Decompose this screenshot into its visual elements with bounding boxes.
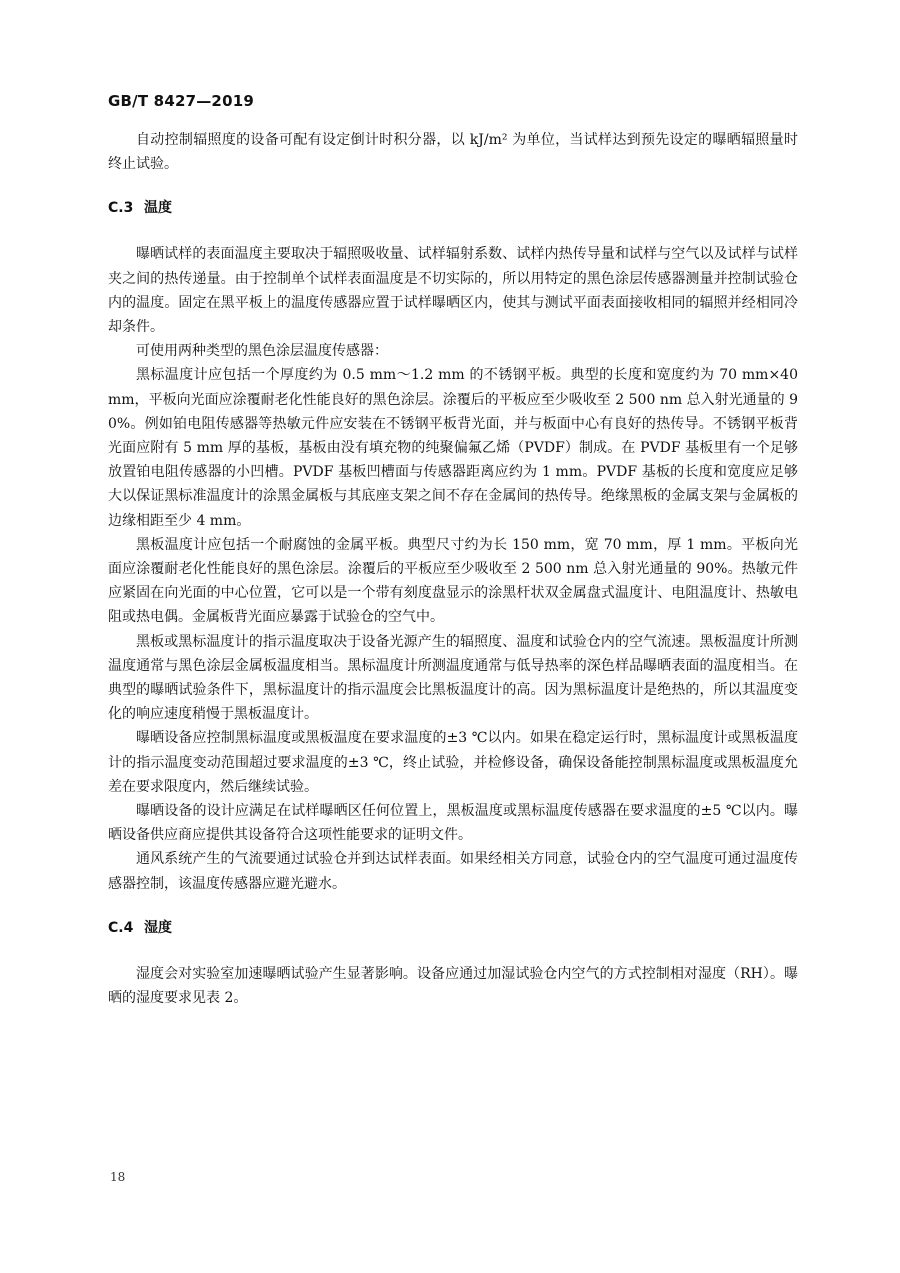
intro-paragraph: 自动控制辐照度的设备可配有设定倒计时积分器，以 kJ/m² 为单位，当试样达到预先设定的曝晒辐照量时终止试验。 — [108, 132, 798, 173]
section-c4-number: C.4 — [108, 919, 134, 936]
c3-paragraph: 曝晒设备应控制黑标温度或黑板温度在要求温度的±3 ℃以内。如果在稳定运行时，黑标温度计或黑板温度计的指示温度变动范围超过要求温度的±3 ℃，终止试验，并检修设备，确保设备能控制黑标温度或黑板温度允差在要求限度内，然后继续试验。 — [108, 730, 798, 795]
c3-paragraph: 曝晒设备的设计应满足在试样曝晒区任何位置上，黑板温度或黑标温度传感器在要求温度的±5 ℃以内。曝晒设备供应商应提供其设备符合这项性能要求的证明文件。 — [108, 803, 798, 844]
c3-paragraph: 黑板温度计应包括一个耐腐蚀的金属平板。典型尺寸约为长 150 mm，宽 70 mm，厚 1 mm。平板向光面应涂覆耐老化性能良好的黑色涂层。涂覆后的平板应至少吸收至 2 500 nm 总入射光通量的 90%。热敏元件应紧固在向光面的中心位置，它可以是一个带有刻度盘显示的涂黑杆状双金属盘式温度计、电阻温度计、热敏电阻或热电偶。金属板背光面应暴露于试验仓的空气中。 — [108, 536, 798, 626]
c3-paragraph: 黑板或黑标温度计的指示温度取决于设备光源产生的辐照度、温度和试验仓内的空气流速。黑板温度计所测温度通常与黑色涂层金属板温度相当。黑标温度计所测温度通常与低导热率的深色样品曝晒表面的温度相当。在典型的曝晒试验条件下，黑标温度计的指示温度会比黑板温度计的高。因为黑标温度计是绝热的，所以其温度变化的响应速度稍慢于黑板温度计。 — [108, 633, 798, 723]
c3-paragraph: 通风系统产生的气流要通过试验仓并到达试样表面。如果经相关方同意，试验仓内的空气温度可通过温度传感器控制，该温度传感器应避光避水。 — [108, 851, 798, 892]
c4-paragraph: 湿度会对实验室加速曝晒试验产生显著影响。设备应通过加湿试验仓内空气的方式控制相对湿度（RH）。曝晒的湿度要求见表 2。 — [108, 965, 798, 1007]
c3-paragraph: 可使用两种类型的黑色涂层温度传感器： — [136, 343, 388, 360]
page-number: 18 — [110, 1170, 126, 1184]
section-c3-heading — [108, 196, 798, 220]
c3-paragraph: 黑标温度计应包括一个厚度约为 0.5 mm～1.2 mm 的不锈钢平板。典型的长度和宽度约为 70 mm×40 mm，平板向光面应涂覆耐老化性能良好的黑色涂层。涂覆后的平板应至少吸收至 2 500 nm 总入射光通量的 90%。例如铂电阻传感器等热敏元件应安装在不锈钢平板背光面，并与板面中心有良好的热传导。不锈钢平板背光面应附有 5 mm 厚的基板，基板由没有填充物的纯聚偏氟乙烯（PVDF）制成。在 PVDF 基板里有一个足够放置铂电阻传感器的小凹槽。PVDF 基板凹槽面与传感器距离应约为 1 mm。PVDF 基板的长度和宽度应足够大以保证黑标准温度计的涂黑金属板与其底座支架之间不存在金属间的热传导。绝缘黑板的金属支架与金属板的边缘相距至少 4 mm。 — [108, 367, 798, 529]
section-c3-title: 温度 — [144, 200, 172, 217]
standard-code-header: GB/T 8427—2019 — [108, 92, 254, 110]
document-body — [108, 128, 798, 1010]
section-c3-number: C.3 — [108, 200, 134, 217]
section-c4-title: 湿度 — [144, 919, 172, 936]
c3-paragraph: 曝晒试样的表面温度主要取决于辐照吸收量、试样辐射系数、试样内热传导量和试样与空气以及试样与试样夹之间的热传递量。由于控制单个试样表面温度是不切实际的，所以用特定的黑色涂层传感器测量并控制试验仓内的温度。固定在黑平板上的温度传感器应置于试样曝晒区内，使其与测试平面表面接收相同的辐照并经相同冷却条件。 — [108, 246, 798, 336]
section-c4-heading — [108, 916, 798, 940]
